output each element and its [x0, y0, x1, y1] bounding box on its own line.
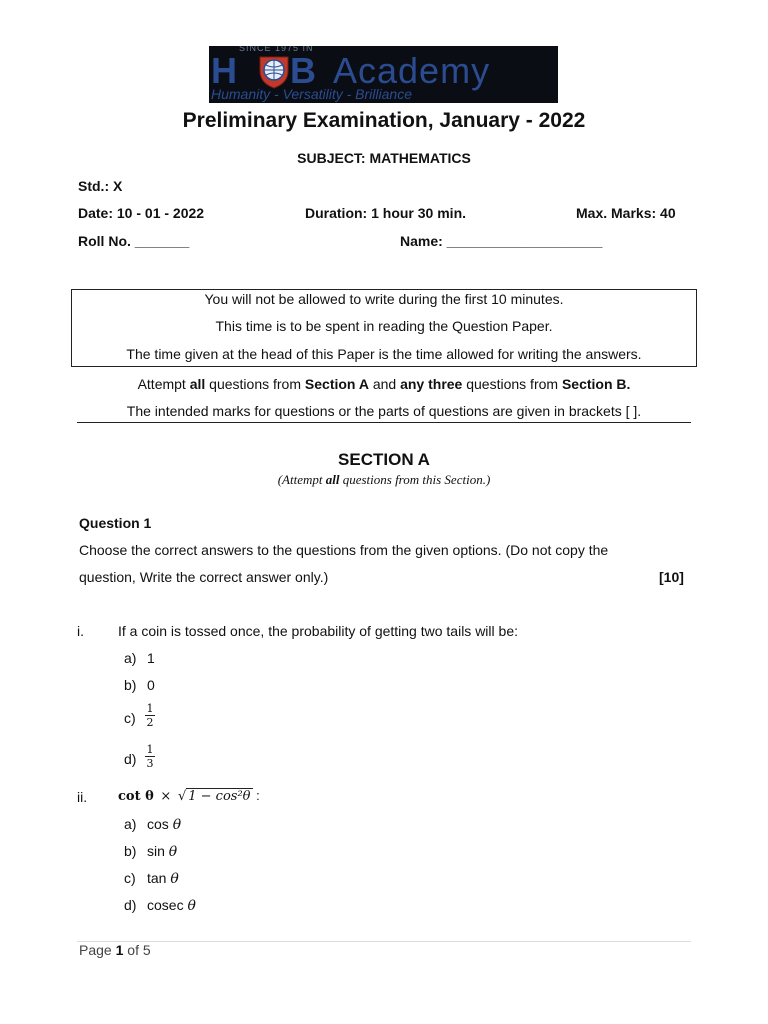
option-value — [147, 897, 196, 914]
section-note-emphasis: all — [325, 472, 340, 487]
instruction-emphasis: all — [189, 376, 206, 392]
instruction-line: The intended marks for questions or the parts of questions are given in brackets [ ]. — [126, 403, 642, 419]
logo-brand-b: B — [290, 50, 317, 91]
fraction — [144, 743, 156, 770]
date-label: Date: 10 - 01 - 2022 — [78, 205, 205, 221]
instruction-emphasis: Section A — [304, 376, 369, 392]
section-note — [0, 472, 768, 488]
page-footer — [79, 942, 151, 958]
divider — [77, 422, 691, 423]
std-label: Std.: X — [78, 178, 123, 194]
option-value — [147, 816, 181, 833]
logo-top-text: SINCE 1975 IN — [239, 46, 314, 53]
fraction-denominator: 2 — [146, 716, 154, 729]
shield-globe-icon — [257, 53, 291, 89]
duration-label: Duration: 1 hour 30 min. — [305, 205, 467, 221]
section-note-text: (Attempt — [277, 472, 326, 487]
page-number: 1 — [115, 942, 124, 958]
logo-brand-academy: Academy — [333, 50, 491, 91]
page-text: of 5 — [123, 942, 151, 958]
exam-title: Preliminary Examination, January - 2022 — [182, 109, 586, 132]
trig-function: sin — [147, 843, 165, 859]
notice-line: This time is to be spent in reading the Question Paper. — [215, 318, 553, 334]
theta-symbol: θ — [172, 817, 182, 833]
sqrt-symbol: √ — [177, 789, 187, 804]
option-label: c) — [124, 710, 136, 726]
item-number: ii. — [77, 789, 88, 805]
option-value — [147, 843, 177, 860]
question-text: question, Write the correct answer only.) — [79, 569, 329, 585]
option-label: c) — [124, 870, 136, 886]
section-title: SECTION A — [338, 450, 430, 469]
trig-function: tan — [147, 870, 167, 886]
instruction-text: questions from — [462, 376, 562, 392]
item-expression — [118, 788, 260, 804]
fraction-denominator: 3 — [146, 757, 154, 770]
instruction-emphasis: any three — [400, 376, 463, 392]
question-text: Choose the correct answers to the questions from the given options. (Do not copy the — [79, 542, 609, 558]
question-heading: Question 1 — [79, 515, 152, 531]
instruction-text: Attempt — [137, 376, 190, 392]
trig-function: cosec — [147, 897, 184, 913]
academy-logo — [209, 46, 558, 103]
theta-symbol: θ — [170, 871, 179, 887]
subject-heading: SUBJECT: MATHEMATICS — [297, 150, 471, 166]
page-text: Page — [79, 942, 116, 958]
roll-no-field: Roll No. _______ — [78, 233, 190, 249]
section-note-text: questions from this Section.) — [339, 472, 491, 487]
option-value: 0 — [147, 677, 155, 693]
notice-line: You will not be allowed to write during the first 10 minutes. — [204, 291, 564, 307]
max-marks-label: Max. Marks: 40 — [576, 205, 676, 221]
name-field: Name: ____________________ — [400, 233, 603, 249]
marks-badge: [10] — [659, 569, 684, 585]
trig-function: cos — [147, 816, 169, 832]
option-label: b) — [124, 677, 137, 693]
expr-tail: : — [252, 788, 260, 803]
option-value — [147, 870, 179, 887]
footer-divider — [77, 941, 691, 942]
logo-brand-h: H — [211, 50, 238, 91]
option-label: a) — [124, 650, 137, 666]
instruction-text: questions from — [205, 376, 305, 392]
item-number: i. — [77, 623, 84, 639]
option-label: a) — [124, 816, 137, 832]
fraction-numerator: 1 — [146, 702, 154, 715]
instruction-emphasis: Section B. — [561, 376, 631, 392]
option-label: b) — [124, 843, 137, 859]
option-value: 1 — [147, 650, 155, 666]
option-label: d) — [124, 897, 137, 913]
item-text: If a coin is tossed once, the probability of getting two tails will be: — [118, 623, 518, 639]
instruction-text: and — [368, 376, 401, 392]
fraction-numerator: 1 — [146, 743, 154, 756]
notice-line: The time given at the head of this Paper is the time allowed for writing the answers. — [126, 346, 642, 362]
theta-symbol: θ — [187, 898, 196, 914]
expr-times: × — [160, 789, 172, 804]
expr-cot: cot θ — [118, 789, 154, 804]
option-label: d) — [124, 751, 137, 767]
instruction-line — [0, 376, 768, 392]
expr-radicand: 1 − cos²θ — [188, 789, 251, 804]
logo-tagline: Humanity - Versatility - Brilliance — [211, 86, 412, 102]
fraction — [144, 702, 156, 729]
theta-symbol: θ — [168, 844, 178, 860]
